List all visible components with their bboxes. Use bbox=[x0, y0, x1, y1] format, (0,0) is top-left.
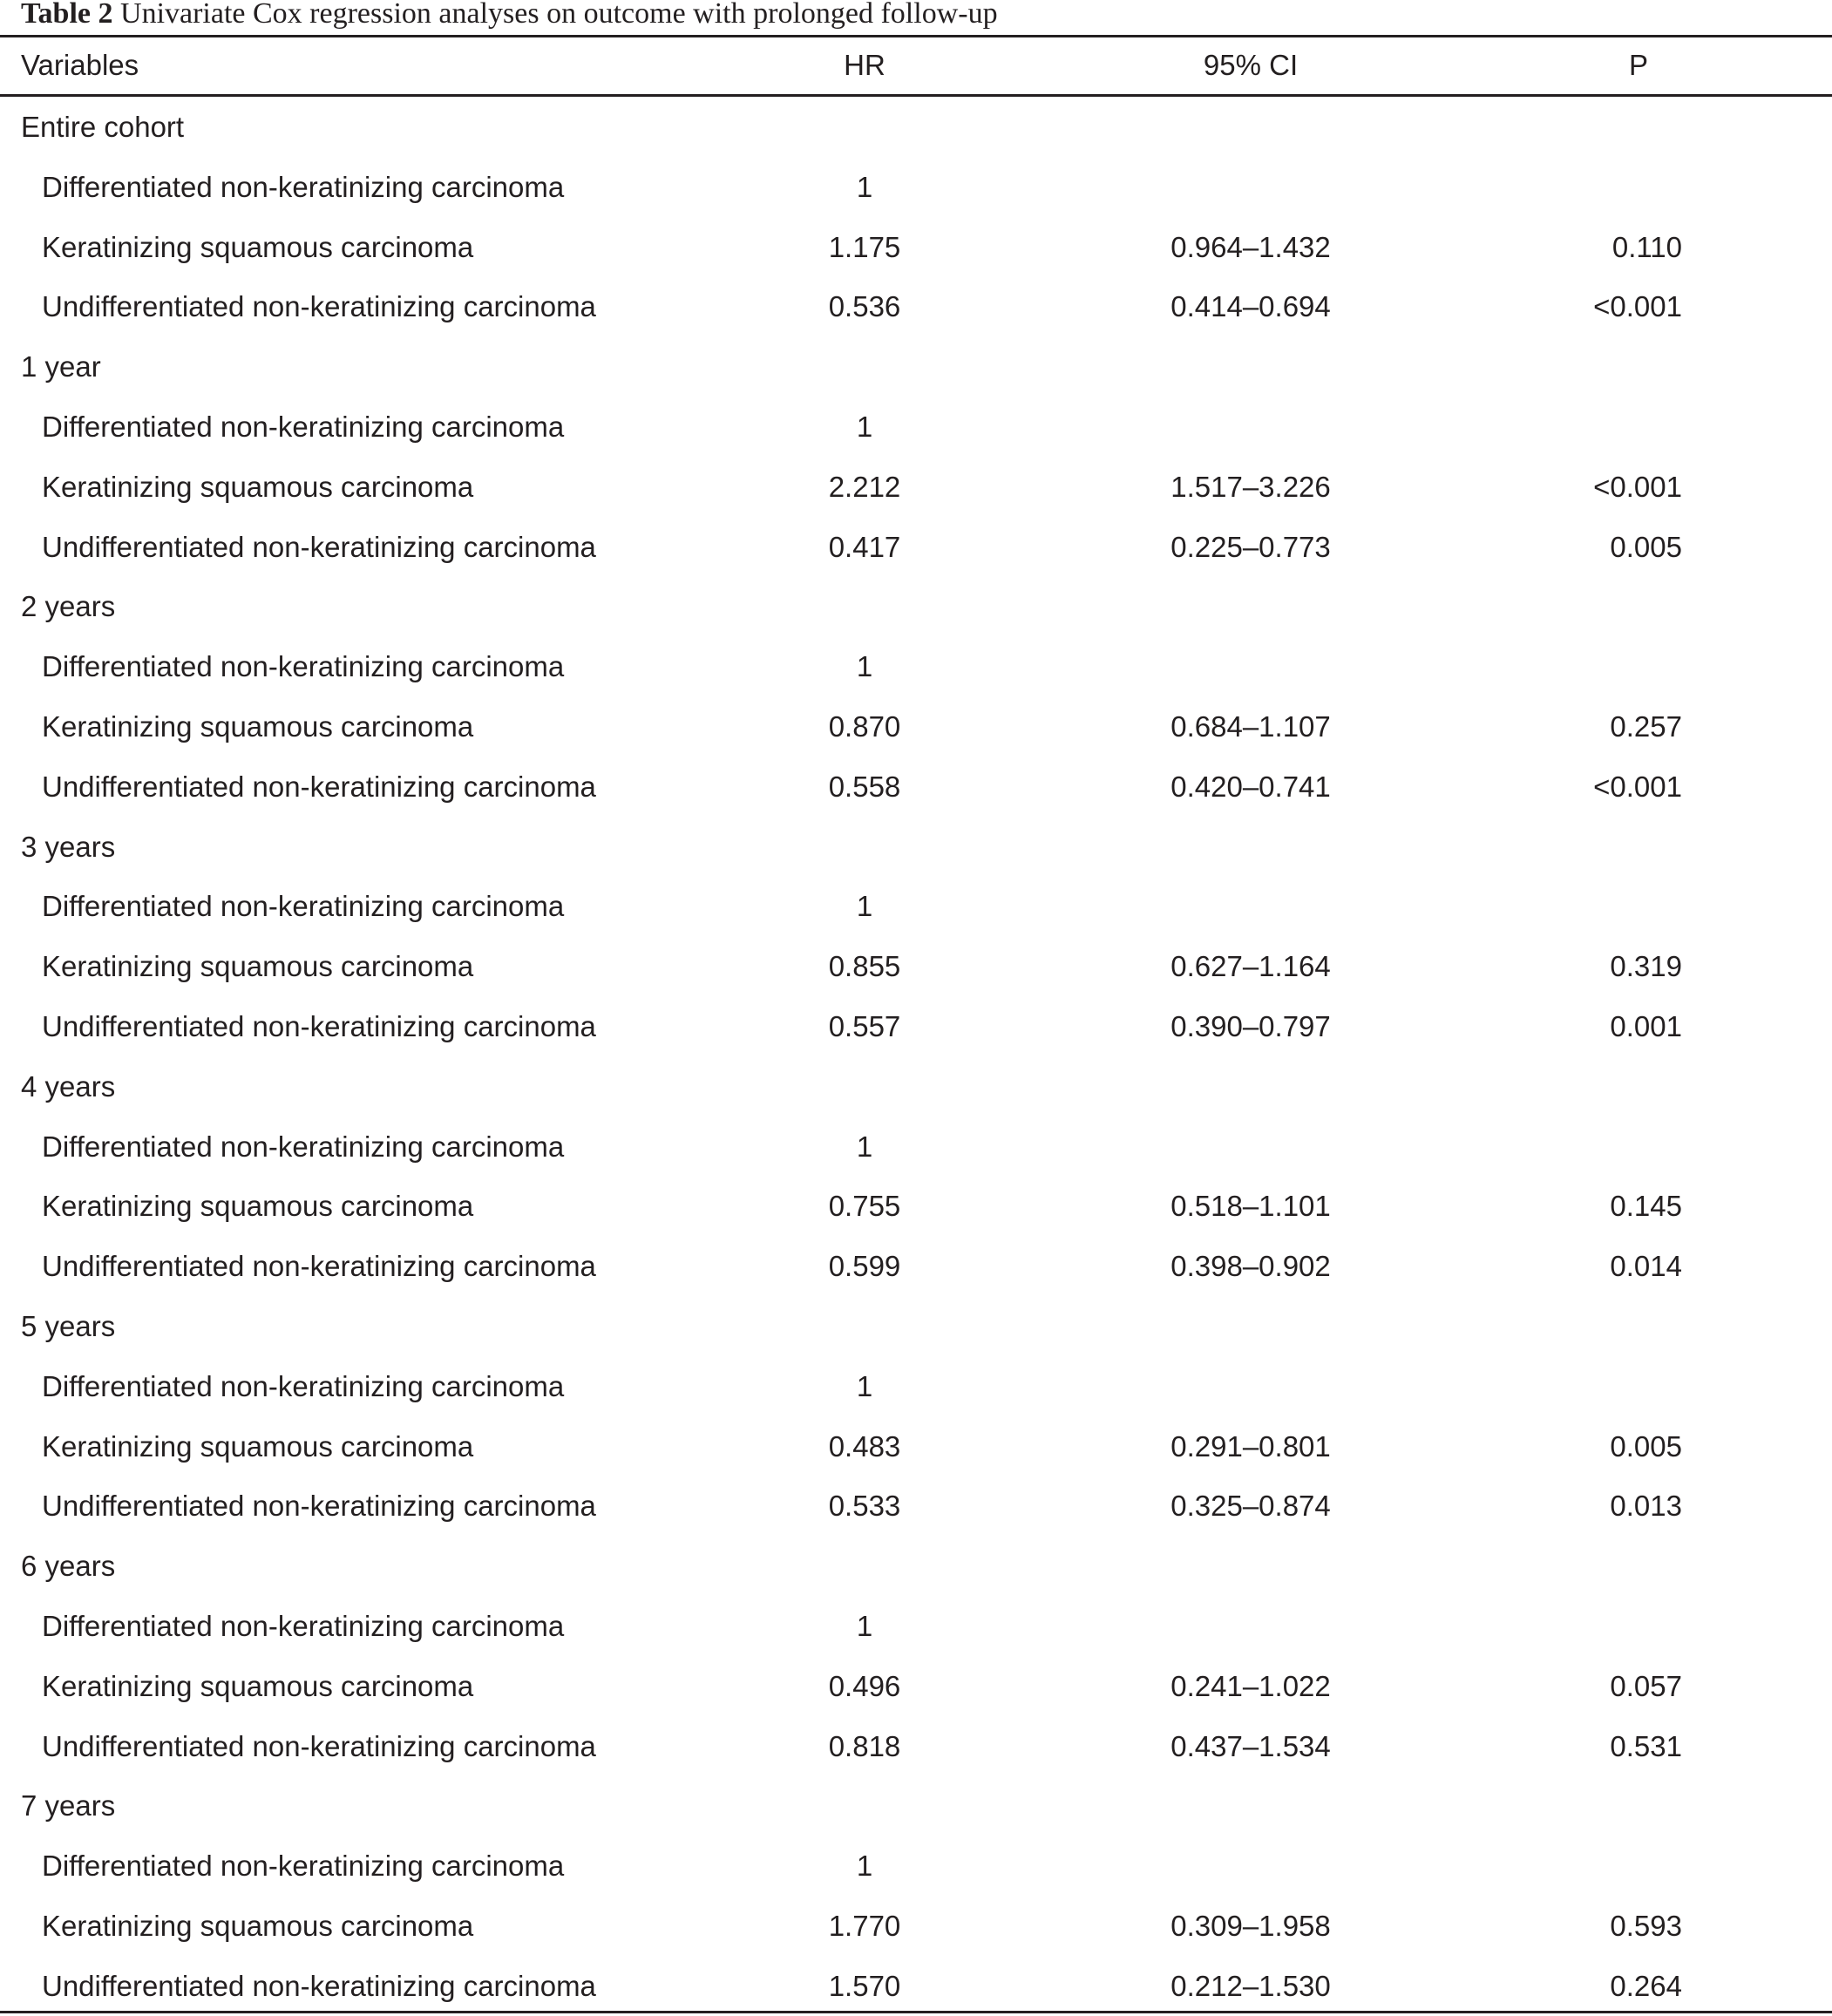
cell-p: <0.001 bbox=[1593, 470, 1682, 503]
cell-hr: 2.212 bbox=[828, 470, 901, 503]
table-row bbox=[0, 397, 1832, 457]
table-row bbox=[0, 217, 1832, 277]
cell-hr: 0.855 bbox=[828, 950, 901, 983]
column-header-p: P bbox=[1628, 49, 1648, 81]
table-row bbox=[0, 936, 1832, 996]
table-row bbox=[0, 1896, 1832, 1956]
table-row bbox=[0, 996, 1832, 1056]
cell-variable: Keratinizing squamous carcinoma bbox=[42, 1669, 474, 1702]
table-bottom-rule bbox=[0, 2011, 1832, 2013]
cell-p: 0.005 bbox=[1610, 530, 1682, 563]
cell-variable: Entire cohort bbox=[21, 111, 185, 143]
table-group-row bbox=[0, 1536, 1832, 1596]
column-header-variables: Variables bbox=[21, 49, 139, 81]
table-group-row bbox=[0, 817, 1832, 877]
cell-p: 0.264 bbox=[1610, 1969, 1682, 2002]
cell-variable: Undifferentiated non-keratinizing carcinoma bbox=[42, 770, 596, 803]
cell-hr: 1 bbox=[856, 1850, 873, 1883]
cell-ci: 0.212–1.530 bbox=[1170, 1969, 1331, 2002]
cell-hr: 1 bbox=[856, 1369, 873, 1402]
table-row bbox=[0, 1117, 1832, 1177]
cell-variable: Differentiated non-keratinizing carcinoma bbox=[42, 1369, 565, 1402]
table-group-row bbox=[0, 336, 1832, 397]
cell-variable: Undifferentiated non-keratinizing carcinoma bbox=[42, 1490, 596, 1523]
table-row bbox=[0, 157, 1832, 217]
cell-variable: Keratinizing squamous carcinoma bbox=[42, 1910, 474, 1942]
cell-hr: 1 bbox=[856, 1130, 873, 1163]
cell-variable: Undifferentiated non-keratinizing carcinoma bbox=[42, 1969, 596, 2002]
cell-ci: 0.241–1.022 bbox=[1170, 1669, 1331, 1702]
table-group-row bbox=[0, 576, 1832, 636]
cell-p: <0.001 bbox=[1593, 290, 1682, 323]
cell-ci: 0.420–0.741 bbox=[1170, 770, 1331, 803]
cell-hr: 1 bbox=[856, 650, 873, 683]
cell-p: 0.531 bbox=[1610, 1729, 1682, 1762]
table-row bbox=[0, 1236, 1832, 1296]
table-row bbox=[0, 1356, 1832, 1416]
cell-variable: 6 years bbox=[21, 1550, 116, 1583]
cell-hr: 0.558 bbox=[828, 770, 901, 803]
table-row bbox=[0, 1836, 1832, 1896]
table-caption-text: Univariate Cox regression analyses on outcome with prolonged follow-up bbox=[120, 0, 998, 30]
table-row bbox=[0, 1416, 1832, 1476]
cell-p: 0.057 bbox=[1610, 1669, 1682, 1702]
cell-hr: 0.496 bbox=[828, 1669, 901, 1702]
table-group-row bbox=[0, 1775, 1832, 1836]
cell-hr: 1 bbox=[856, 170, 873, 203]
cell-variable: Differentiated non-keratinizing carcinoma bbox=[42, 650, 565, 683]
table-row bbox=[0, 757, 1832, 817]
cell-p: 0.013 bbox=[1610, 1490, 1682, 1523]
cell-variable: 7 years bbox=[21, 1789, 116, 1823]
table-row bbox=[0, 1176, 1832, 1236]
cell-p: 0.319 bbox=[1610, 950, 1682, 983]
cell-variable: 3 years bbox=[21, 830, 116, 863]
cell-hr: 0.755 bbox=[828, 1190, 901, 1223]
cell-variable: 4 years bbox=[21, 1069, 116, 1103]
table-row bbox=[0, 1656, 1832, 1716]
table-group-row bbox=[0, 1296, 1832, 1356]
table-caption-label: Table 2 bbox=[21, 0, 113, 30]
table-row bbox=[0, 1716, 1832, 1776]
table-row bbox=[0, 1956, 1832, 2016]
cell-hr: 0.417 bbox=[828, 530, 901, 563]
table-row bbox=[0, 1476, 1832, 1536]
cell-p: 0.257 bbox=[1610, 710, 1682, 743]
cell-hr: 1.570 bbox=[828, 1969, 901, 2002]
cell-hr: 1.175 bbox=[828, 230, 901, 263]
table-caption bbox=[21, 0, 998, 33]
cell-ci: 0.398–0.902 bbox=[1170, 1250, 1331, 1283]
table-row bbox=[0, 876, 1832, 936]
cell-variable: Undifferentiated non-keratinizing carcinoma bbox=[42, 1729, 596, 1762]
cell-variable: Differentiated non-keratinizing carcinoma bbox=[42, 170, 565, 203]
cell-p: <0.001 bbox=[1593, 770, 1682, 803]
cell-ci: 0.225–0.773 bbox=[1170, 530, 1331, 563]
cell-ci: 0.325–0.874 bbox=[1170, 1490, 1331, 1523]
cell-p: 0.593 bbox=[1610, 1910, 1682, 1942]
cell-hr: 0.870 bbox=[828, 710, 901, 743]
cell-ci: 0.291–0.801 bbox=[1170, 1429, 1331, 1463]
cell-p: 0.014 bbox=[1610, 1250, 1682, 1283]
cell-p: 0.001 bbox=[1610, 1010, 1682, 1042]
cell-variable: Differentiated non-keratinizing carcinoma bbox=[42, 890, 565, 923]
table-header-row bbox=[0, 37, 1832, 94]
cell-hr: 0.533 bbox=[828, 1490, 901, 1523]
cell-hr: 0.599 bbox=[828, 1250, 901, 1283]
cell-hr: 1.770 bbox=[828, 1910, 901, 1942]
table-row bbox=[0, 276, 1832, 336]
cell-ci: 0.964–1.432 bbox=[1170, 230, 1331, 263]
cell-variable: Keratinizing squamous carcinoma bbox=[42, 710, 474, 743]
cell-variable: 5 years bbox=[21, 1310, 116, 1342]
cell-hr: 0.557 bbox=[828, 1010, 901, 1042]
cell-variable: Keratinizing squamous carcinoma bbox=[42, 950, 474, 983]
cell-p: 0.110 bbox=[1611, 230, 1682, 263]
cell-variable: Keratinizing squamous carcinoma bbox=[42, 470, 474, 503]
cell-ci: 0.437–1.534 bbox=[1170, 1729, 1331, 1762]
cell-hr: 1 bbox=[856, 411, 873, 443]
cell-hr: 1 bbox=[856, 890, 873, 923]
table-row bbox=[0, 517, 1832, 577]
cell-variable: Undifferentiated non-keratinizing carcinoma bbox=[42, 530, 596, 563]
column-header-ci: 95% CI bbox=[1203, 49, 1299, 81]
cell-ci: 0.627–1.164 bbox=[1170, 950, 1331, 983]
table-row bbox=[0, 457, 1832, 517]
table-row bbox=[0, 1596, 1832, 1656]
table-group-row bbox=[0, 1056, 1832, 1117]
cell-variable: Undifferentiated non-keratinizing carcinoma bbox=[42, 290, 596, 323]
table-group-row bbox=[0, 97, 1832, 157]
cell-hr: 0.818 bbox=[828, 1729, 901, 1762]
cell-ci: 0.390–0.797 bbox=[1170, 1010, 1331, 1042]
cell-hr: 0.483 bbox=[828, 1429, 901, 1463]
column-header-hr: HR bbox=[844, 49, 885, 81]
cell-variable: Differentiated non-keratinizing carcinoma bbox=[42, 411, 565, 443]
cell-variable: Keratinizing squamous carcinoma bbox=[42, 1190, 474, 1223]
cell-p: 0.145 bbox=[1610, 1190, 1682, 1223]
cell-ci: 0.684–1.107 bbox=[1170, 710, 1331, 743]
cell-variable: Differentiated non-keratinizing carcinoma bbox=[42, 1610, 565, 1642]
cell-variable: Differentiated non-keratinizing carcinoma bbox=[42, 1130, 565, 1163]
cell-hr: 0.536 bbox=[828, 290, 901, 323]
cell-variable: Undifferentiated non-keratinizing carcinoma bbox=[42, 1010, 596, 1042]
cell-ci: 0.518–1.101 bbox=[1170, 1190, 1331, 1223]
cell-hr: 1 bbox=[856, 1610, 873, 1642]
table-row bbox=[0, 636, 1832, 696]
cell-variable: Undifferentiated non-keratinizing carcinoma bbox=[42, 1250, 596, 1283]
cell-variable: Differentiated non-keratinizing carcinoma bbox=[42, 1850, 565, 1883]
cell-variable: Keratinizing squamous carcinoma bbox=[42, 1429, 474, 1463]
cell-ci: 1.517–3.226 bbox=[1170, 470, 1331, 503]
cell-ci: 0.309–1.958 bbox=[1170, 1910, 1331, 1942]
cell-variable: 1 year bbox=[21, 350, 101, 384]
table-row bbox=[0, 696, 1832, 757]
cell-ci: 0.414–0.694 bbox=[1170, 290, 1331, 323]
cell-p: 0.005 bbox=[1610, 1429, 1682, 1463]
cell-variable: Keratinizing squamous carcinoma bbox=[42, 230, 474, 263]
cell-variable: 2 years bbox=[21, 590, 116, 623]
